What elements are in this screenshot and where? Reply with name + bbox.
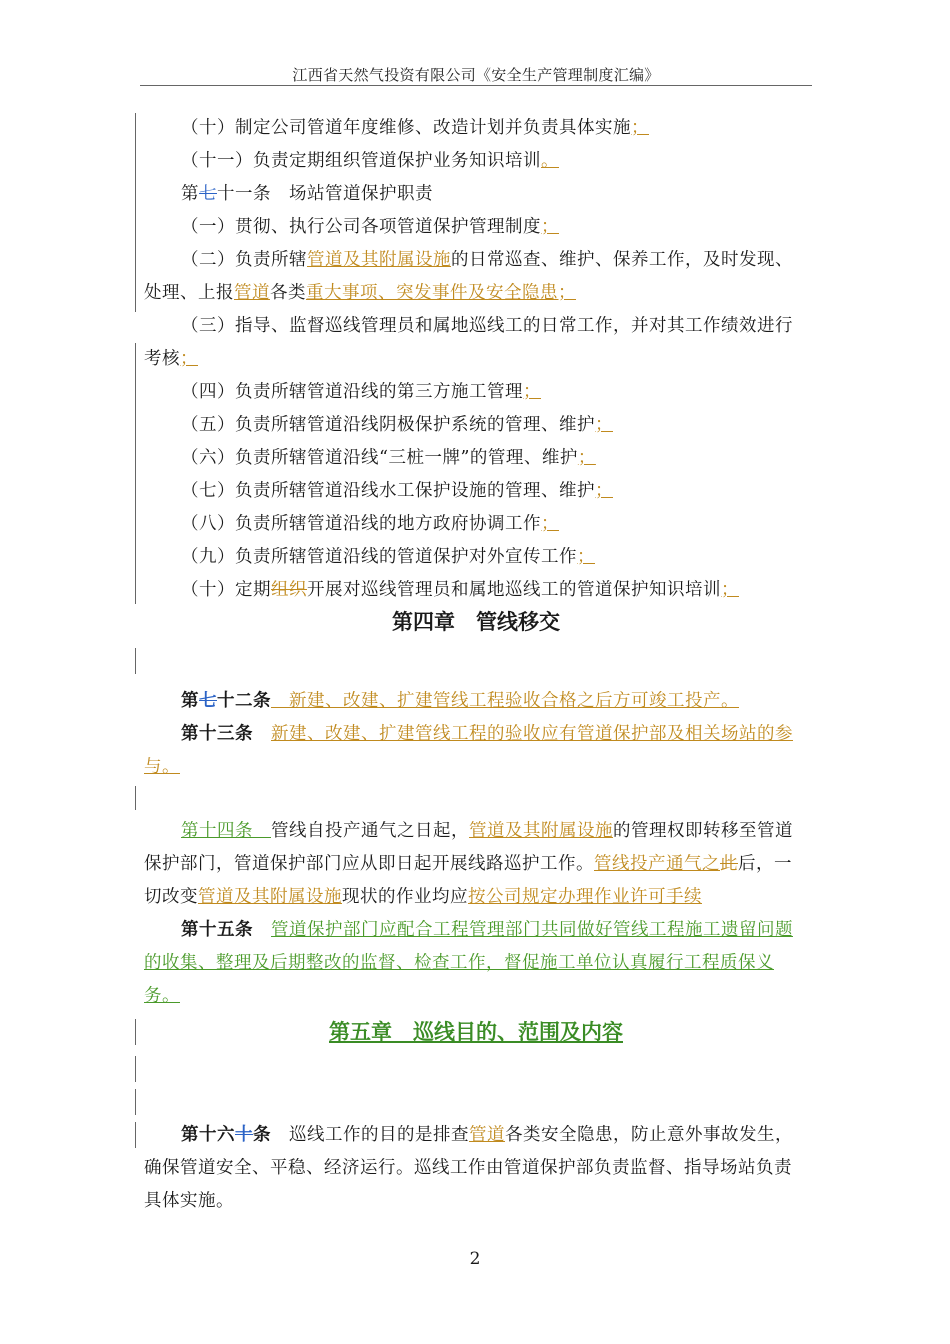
station-clause-3: （三）指导、监督巡线管理员和属地巡线工的日常工作，并对其工作绩效进行考核； [144, 316, 793, 369]
article-16: 第十六十条 巡线工作的目的是排查管道各类安全隐患，防止意外事故发生，确保管道安全、平稳、经济运行。巡线工作由管道保护部负责监督、指导场站负责具体实施。 [144, 1125, 793, 1211]
station-clause-1: （一）贯彻、执行公司各项管道保护管理制度； [181, 217, 559, 237]
article-15: 第十五条 管道保护部门应配合工程管理部门共同做好管线工程施工遗留问题的收集、整理及后期整改的监督、检查工作，督促施工单位认真履行工程质保义务。 [144, 920, 793, 1006]
change-bar [135, 113, 136, 147]
change-bar [135, 343, 136, 377]
change-bar [135, 278, 136, 312]
station-clause-4: （四）负责所辖管道沿线的第三方施工管理； [181, 382, 541, 402]
change-bar [135, 541, 136, 575]
header-rule [140, 85, 812, 86]
change-bar [135, 1122, 136, 1148]
article-13: 第十三条 新建、改建、扩建管线工程的验收应有管道保护部及相关场站的参与。 [144, 724, 793, 777]
change-bar [135, 648, 136, 674]
station-clause-9: （九）负责所辖管道沿线的管道保护对外宣传工作； [181, 547, 595, 567]
change-bar [135, 245, 136, 279]
article-14: 第十四条 管线自投产通气之日起，管道及其附属设施的管理权即转移至管道保护部门，管道保护部门应从即日起开展线路巡护工作。管线投产通气之此后，一切改变管道及其附属设施现状的作业均应按公司规定办理作业许可手续 [144, 821, 793, 907]
chapter-4-title: 第四章 管线移交 [392, 609, 560, 634]
change-bar [135, 1089, 136, 1115]
change-bar [135, 508, 136, 542]
change-bar [135, 146, 136, 180]
change-bar [135, 1019, 136, 1045]
station-clause-10: （十）定期组织开展对巡线管理员和属地巡线工的管道保护知识培训； [181, 580, 739, 600]
change-bar [135, 409, 136, 443]
article-12: 第七十二条 新建、改建、扩建管线工程验收合格之后方可竣工投产。 [181, 691, 739, 711]
change-bar [135, 442, 136, 476]
station-clause-6: （六）负责所辖管道沿线“三桩一牌”的管理、维护； [181, 448, 596, 468]
station-clause-8: （八）负责所辖管道沿线的地方政府协调工作； [181, 514, 559, 534]
page-number: 2 [469, 1249, 481, 1269]
change-bar [135, 376, 136, 410]
running-header: 江西省天然气投资有限公司《安全生产管理制度汇编》 [292, 66, 660, 84]
change-bar [135, 1056, 136, 1082]
change-bar [135, 475, 136, 509]
clause-10: （十）制定公司管道年度维修、改造计划并负责具体实施； [181, 118, 649, 138]
station-clause-5: （五）负责所辖管道沿线阴极保护系统的管理、维护； [181, 415, 613, 435]
change-bar [135, 786, 136, 810]
chapter-5-title: 第五章 巡线目的、范围及内容 [329, 1019, 623, 1044]
change-bar [135, 179, 136, 213]
station-clause-7: （七）负责所辖管道沿线水工保护设施的管理、维护； [181, 481, 613, 501]
station-clause-2: （二）负责所辖管道及其附属设施的日常巡查、维护、保养工作，及时发现、处理、上报管道各类重大事项、突发事件及安全隐患； [144, 250, 793, 303]
change-bar [135, 212, 136, 246]
change-bar [135, 574, 136, 604]
clause-11: （十一）负责定期组织管道保护业务知识培训。 [181, 151, 559, 171]
article-11-heading: 第七十一条 场站管道保护职责 [181, 184, 433, 204]
